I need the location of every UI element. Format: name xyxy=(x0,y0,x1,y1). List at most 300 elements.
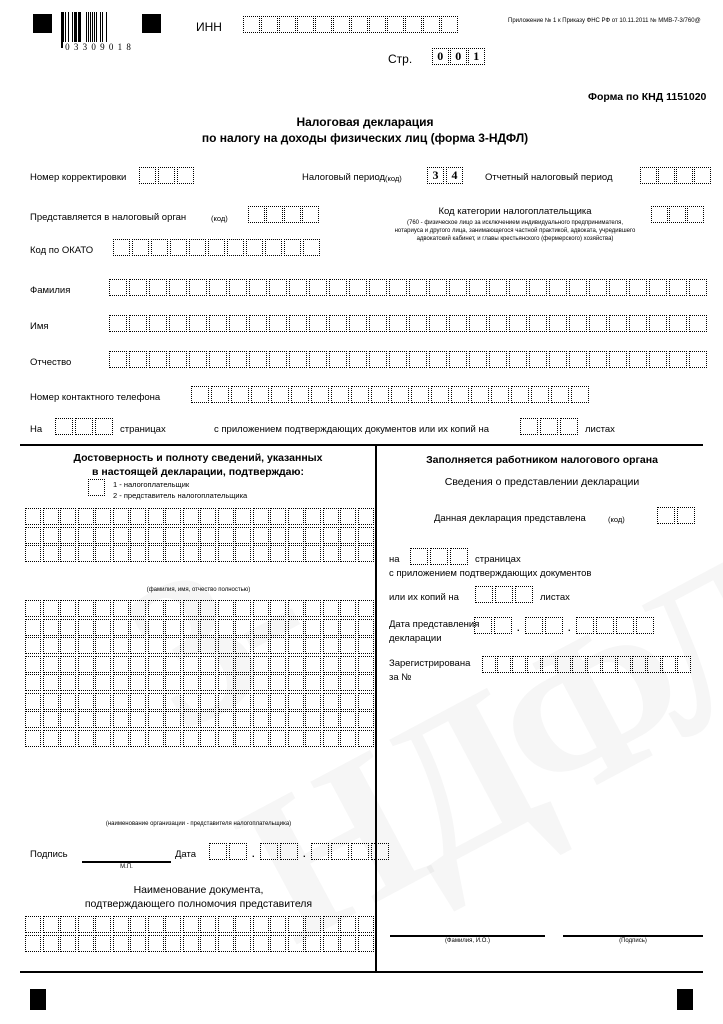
cell[interactable] xyxy=(183,600,199,617)
cell[interactable] xyxy=(482,656,496,673)
cell[interactable] xyxy=(129,315,147,332)
cell[interactable] xyxy=(358,935,374,952)
cell[interactable] xyxy=(151,239,168,256)
cell[interactable] xyxy=(270,730,286,747)
cell[interactable] xyxy=(449,351,467,368)
cell[interactable] xyxy=(305,674,321,691)
cell[interactable] xyxy=(78,656,94,673)
cell[interactable] xyxy=(235,935,251,952)
cell[interactable] xyxy=(43,600,59,617)
official-name-line[interactable] xyxy=(390,935,545,937)
cell[interactable] xyxy=(629,315,647,332)
cell[interactable] xyxy=(302,206,319,223)
cell[interactable] xyxy=(229,843,247,860)
cell[interactable] xyxy=(229,279,247,296)
cell[interactable] xyxy=(43,730,59,747)
cell[interactable] xyxy=(148,730,164,747)
cell[interactable] xyxy=(60,730,76,747)
cell[interactable] xyxy=(183,656,199,673)
cell[interactable] xyxy=(270,674,286,691)
cell[interactable] xyxy=(629,279,647,296)
cell[interactable] xyxy=(183,545,199,562)
cell[interactable] xyxy=(60,711,76,728)
cell[interactable] xyxy=(340,730,356,747)
cell[interactable] xyxy=(489,351,507,368)
cell[interactable] xyxy=(113,656,129,673)
cell[interactable] xyxy=(235,674,251,691)
official-signature-line[interactable] xyxy=(563,935,703,937)
right-pages-input[interactable] xyxy=(410,548,470,565)
cell[interactable] xyxy=(253,916,269,933)
cell[interactable] xyxy=(189,279,207,296)
cell[interactable] xyxy=(270,527,286,544)
cell[interactable] xyxy=(305,916,321,933)
cell[interactable] xyxy=(649,279,667,296)
cell[interactable] xyxy=(549,279,567,296)
cell[interactable] xyxy=(253,619,269,636)
cell[interactable] xyxy=(218,916,234,933)
cell[interactable] xyxy=(288,730,304,747)
cell[interactable] xyxy=(78,527,94,544)
cell[interactable] xyxy=(271,386,289,403)
cell[interactable] xyxy=(576,617,594,634)
cell[interactable] xyxy=(549,315,567,332)
cell[interactable] xyxy=(129,279,147,296)
cell[interactable] xyxy=(429,351,447,368)
cell[interactable] xyxy=(148,637,164,654)
cell[interactable] xyxy=(270,935,286,952)
cell[interactable] xyxy=(651,206,668,223)
cell[interactable] xyxy=(200,693,216,710)
cell[interactable] xyxy=(662,656,676,673)
cell[interactable] xyxy=(323,711,339,728)
cell[interactable] xyxy=(218,619,234,636)
cell[interactable] xyxy=(148,656,164,673)
cell[interactable] xyxy=(149,351,167,368)
cell[interactable] xyxy=(323,545,339,562)
cell[interactable] xyxy=(235,508,251,525)
cell[interactable] xyxy=(60,619,76,636)
cell[interactable] xyxy=(183,693,199,710)
cell[interactable] xyxy=(305,711,321,728)
signature-date-month-input[interactable] xyxy=(260,843,300,860)
cell[interactable] xyxy=(55,418,73,435)
cell[interactable] xyxy=(43,711,59,728)
cell[interactable] xyxy=(227,239,244,256)
cell[interactable] xyxy=(191,386,209,403)
cell[interactable] xyxy=(303,239,320,256)
cell[interactable] xyxy=(349,279,367,296)
cell[interactable] xyxy=(218,508,234,525)
cell[interactable] xyxy=(511,386,529,403)
cell[interactable] xyxy=(569,315,587,332)
cell[interactable] xyxy=(351,843,369,860)
cell[interactable]: 1 xyxy=(468,48,485,65)
cell[interactable] xyxy=(253,545,269,562)
cell[interactable] xyxy=(358,600,374,617)
cell[interactable] xyxy=(25,600,41,617)
cell[interactable] xyxy=(616,617,634,634)
cell[interactable] xyxy=(235,600,251,617)
cell[interactable] xyxy=(305,693,321,710)
cell[interactable] xyxy=(235,730,251,747)
cell[interactable] xyxy=(677,656,691,673)
cell[interactable] xyxy=(349,315,367,332)
cell[interactable] xyxy=(410,548,428,565)
cell[interactable] xyxy=(165,935,181,952)
cell[interactable] xyxy=(280,843,298,860)
cell[interactable] xyxy=(389,279,407,296)
cell[interactable] xyxy=(288,545,304,562)
cell[interactable] xyxy=(694,167,711,184)
cell[interactable] xyxy=(497,656,511,673)
cell[interactable] xyxy=(270,545,286,562)
cell[interactable] xyxy=(113,619,129,636)
cell[interactable] xyxy=(658,167,675,184)
cell[interactable] xyxy=(351,386,369,403)
cell[interactable] xyxy=(669,315,687,332)
cell[interactable] xyxy=(249,351,267,368)
cell[interactable] xyxy=(269,351,287,368)
cell[interactable] xyxy=(358,656,374,673)
cell[interactable] xyxy=(253,935,269,952)
cell[interactable] xyxy=(323,935,339,952)
cell[interactable] xyxy=(288,656,304,673)
cell[interactable] xyxy=(235,619,251,636)
cell[interactable] xyxy=(305,508,321,525)
cell[interactable] xyxy=(209,351,227,368)
cell[interactable] xyxy=(218,656,234,673)
cell[interactable] xyxy=(489,315,507,332)
cell[interactable] xyxy=(323,527,339,544)
cell[interactable] xyxy=(229,351,247,368)
cell[interactable] xyxy=(75,418,93,435)
cell[interactable] xyxy=(509,351,527,368)
cell[interactable] xyxy=(132,239,149,256)
cell[interactable] xyxy=(569,351,587,368)
cell[interactable] xyxy=(323,637,339,654)
cell[interactable] xyxy=(113,527,129,544)
cell[interactable] xyxy=(78,674,94,691)
cell[interactable] xyxy=(183,711,199,728)
cell[interactable] xyxy=(253,508,269,525)
cell[interactable] xyxy=(689,279,707,296)
cell[interactable] xyxy=(609,315,627,332)
cell[interactable] xyxy=(284,239,301,256)
cell[interactable] xyxy=(183,674,199,691)
cell[interactable] xyxy=(130,935,146,952)
cell[interactable] xyxy=(113,600,129,617)
cell[interactable] xyxy=(25,508,41,525)
cell[interactable] xyxy=(200,730,216,747)
cell[interactable] xyxy=(309,315,327,332)
cell[interactable] xyxy=(409,315,427,332)
cell[interactable] xyxy=(329,315,347,332)
cell[interactable] xyxy=(311,386,329,403)
cell[interactable] xyxy=(235,916,251,933)
cell[interactable] xyxy=(305,619,321,636)
cell[interactable] xyxy=(349,351,367,368)
cell[interactable] xyxy=(165,656,181,673)
cell[interactable] xyxy=(113,935,129,952)
cell[interactable] xyxy=(25,916,41,933)
cell[interactable] xyxy=(305,600,321,617)
phone-input[interactable] xyxy=(191,386,591,403)
cell[interactable] xyxy=(139,167,156,184)
cell[interactable] xyxy=(527,656,541,673)
cell[interactable] xyxy=(288,527,304,544)
cell[interactable] xyxy=(148,693,164,710)
cell[interactable] xyxy=(323,674,339,691)
cell[interactable] xyxy=(340,545,356,562)
cell[interactable] xyxy=(189,351,207,368)
cell[interactable] xyxy=(358,637,374,654)
cell[interactable] xyxy=(209,315,227,332)
cell[interactable] xyxy=(60,935,76,952)
cell[interactable] xyxy=(95,935,111,952)
cell[interactable] xyxy=(209,279,227,296)
cell[interactable] xyxy=(331,843,349,860)
cell[interactable] xyxy=(687,206,704,223)
cell[interactable] xyxy=(200,545,216,562)
cell[interactable] xyxy=(389,351,407,368)
cell[interactable] xyxy=(78,619,94,636)
cell[interactable] xyxy=(520,418,538,435)
cell[interactable] xyxy=(411,386,429,403)
cell[interactable] xyxy=(323,730,339,747)
cell[interactable] xyxy=(109,315,127,332)
cell[interactable] xyxy=(340,711,356,728)
cell[interactable] xyxy=(148,527,164,544)
cell[interactable] xyxy=(130,916,146,933)
cell[interactable] xyxy=(557,656,571,673)
cell[interactable] xyxy=(509,279,527,296)
cell[interactable] xyxy=(429,279,447,296)
cell[interactable] xyxy=(253,656,269,673)
cell[interactable] xyxy=(25,637,41,654)
cell[interactable] xyxy=(60,527,76,544)
firstname-input[interactable] xyxy=(109,315,709,332)
cell[interactable] xyxy=(95,637,111,654)
cell[interactable] xyxy=(265,239,282,256)
cell[interactable] xyxy=(572,656,586,673)
cell[interactable] xyxy=(218,674,234,691)
cell[interactable] xyxy=(288,916,304,933)
cell[interactable] xyxy=(113,545,129,562)
cell[interactable] xyxy=(165,508,181,525)
cell[interactable] xyxy=(475,586,493,603)
cell[interactable] xyxy=(25,545,41,562)
cell[interactable] xyxy=(305,637,321,654)
cell[interactable] xyxy=(512,656,526,673)
cell[interactable] xyxy=(249,315,267,332)
cell[interactable] xyxy=(60,600,76,617)
cell[interactable] xyxy=(551,386,569,403)
cell[interactable] xyxy=(676,167,693,184)
cell[interactable] xyxy=(183,916,199,933)
cell[interactable] xyxy=(43,693,59,710)
cell[interactable] xyxy=(340,674,356,691)
confirm-code-input[interactable] xyxy=(88,479,105,496)
cell[interactable] xyxy=(358,674,374,691)
cell[interactable] xyxy=(279,16,296,33)
cell[interactable] xyxy=(148,508,164,525)
cell[interactable] xyxy=(261,16,278,33)
cell[interactable] xyxy=(130,693,146,710)
cell[interactable] xyxy=(25,527,41,544)
cell[interactable] xyxy=(358,730,374,747)
cell[interactable] xyxy=(289,279,307,296)
cell[interactable] xyxy=(189,315,207,332)
cell[interactable] xyxy=(248,206,265,223)
cell[interactable] xyxy=(165,674,181,691)
cell[interactable] xyxy=(371,386,389,403)
cell[interactable] xyxy=(288,508,304,525)
submission-date-year-input[interactable] xyxy=(576,617,656,634)
cell[interactable] xyxy=(95,656,111,673)
cell[interactable] xyxy=(253,674,269,691)
cell[interactable] xyxy=(218,935,234,952)
representative-organization-input[interactable] xyxy=(25,600,375,748)
cell[interactable] xyxy=(235,656,251,673)
cell[interactable] xyxy=(183,619,199,636)
cell[interactable] xyxy=(95,693,111,710)
cell[interactable] xyxy=(309,351,327,368)
cell[interactable] xyxy=(200,527,216,544)
cell[interactable] xyxy=(560,418,578,435)
cell[interactable] xyxy=(78,545,94,562)
cell[interactable] xyxy=(329,279,347,296)
cell[interactable] xyxy=(43,545,59,562)
correction-number-input[interactable] xyxy=(139,167,196,184)
cell[interactable] xyxy=(391,386,409,403)
cell[interactable] xyxy=(43,527,59,544)
cell[interactable] xyxy=(305,935,321,952)
cell[interactable] xyxy=(358,693,374,710)
cell[interactable] xyxy=(340,656,356,673)
submission-date-day-input[interactable] xyxy=(474,617,514,634)
cell[interactable] xyxy=(609,279,627,296)
cell[interactable] xyxy=(95,619,111,636)
cell[interactable] xyxy=(369,16,386,33)
cell[interactable] xyxy=(200,711,216,728)
signature-date-year-input[interactable] xyxy=(311,843,391,860)
cell[interactable] xyxy=(358,545,374,562)
cell[interactable] xyxy=(95,916,111,933)
cell[interactable] xyxy=(495,586,513,603)
page-number-input[interactable] xyxy=(432,48,486,65)
cell[interactable] xyxy=(358,619,374,636)
cell[interactable] xyxy=(369,351,387,368)
cell[interactable] xyxy=(469,279,487,296)
cell[interactable] xyxy=(270,508,286,525)
pages-input[interactable] xyxy=(55,418,115,435)
cell[interactable] xyxy=(130,508,146,525)
cell[interactable] xyxy=(602,656,616,673)
cell[interactable] xyxy=(689,315,707,332)
cell[interactable] xyxy=(297,16,314,33)
cell[interactable] xyxy=(529,351,547,368)
cell[interactable] xyxy=(25,693,41,710)
cell[interactable] xyxy=(183,527,199,544)
cell[interactable] xyxy=(323,916,339,933)
cell[interactable] xyxy=(149,315,167,332)
cell[interactable] xyxy=(589,315,607,332)
cell[interactable] xyxy=(589,279,607,296)
cell[interactable] xyxy=(165,711,181,728)
cell[interactable] xyxy=(270,656,286,673)
cell[interactable] xyxy=(369,315,387,332)
cell[interactable] xyxy=(529,315,547,332)
cell[interactable] xyxy=(60,637,76,654)
cell[interactable] xyxy=(323,656,339,673)
cell[interactable] xyxy=(288,935,304,952)
cell[interactable] xyxy=(288,619,304,636)
reporting-period-input[interactable] xyxy=(640,167,712,184)
cell[interactable] xyxy=(218,637,234,654)
cell[interactable] xyxy=(95,600,111,617)
cell[interactable] xyxy=(340,916,356,933)
cell[interactable] xyxy=(235,637,251,654)
cell[interactable] xyxy=(430,548,448,565)
cell[interactable] xyxy=(253,527,269,544)
cell[interactable] xyxy=(130,600,146,617)
cell[interactable] xyxy=(253,693,269,710)
cell[interactable] xyxy=(494,617,512,634)
cell[interactable] xyxy=(549,351,567,368)
cell[interactable] xyxy=(130,527,146,544)
cell[interactable] xyxy=(251,386,269,403)
cell[interactable] xyxy=(587,656,601,673)
cell[interactable] xyxy=(200,935,216,952)
cell[interactable] xyxy=(305,527,321,544)
cell[interactable] xyxy=(288,600,304,617)
cell[interactable] xyxy=(113,239,130,256)
cell[interactable] xyxy=(358,527,374,544)
cell[interactable]: 0 xyxy=(450,48,467,65)
cell[interactable] xyxy=(323,508,339,525)
cell[interactable] xyxy=(649,351,667,368)
cell[interactable] xyxy=(95,545,111,562)
cell[interactable] xyxy=(211,386,229,403)
cell[interactable] xyxy=(409,351,427,368)
cell[interactable] xyxy=(243,16,260,33)
cell[interactable] xyxy=(148,711,164,728)
cell[interactable] xyxy=(25,674,41,691)
cell[interactable] xyxy=(571,386,589,403)
cell[interactable] xyxy=(315,16,332,33)
cell[interactable] xyxy=(148,600,164,617)
cell[interactable] xyxy=(130,674,146,691)
tax-period-input[interactable] xyxy=(427,167,465,184)
cell[interactable] xyxy=(218,730,234,747)
cell[interactable] xyxy=(288,711,304,728)
cell[interactable] xyxy=(249,279,267,296)
cell[interactable] xyxy=(113,637,129,654)
cell[interactable] xyxy=(25,711,41,728)
cell[interactable] xyxy=(95,730,111,747)
cell[interactable] xyxy=(129,351,147,368)
cell[interactable] xyxy=(269,315,287,332)
cell[interactable] xyxy=(60,545,76,562)
cell[interactable] xyxy=(270,916,286,933)
cell[interactable] xyxy=(469,351,487,368)
cell[interactable] xyxy=(149,279,167,296)
cell[interactable] xyxy=(43,674,59,691)
cell[interactable] xyxy=(158,167,175,184)
cell[interactable] xyxy=(78,916,94,933)
cell[interactable] xyxy=(78,935,94,952)
